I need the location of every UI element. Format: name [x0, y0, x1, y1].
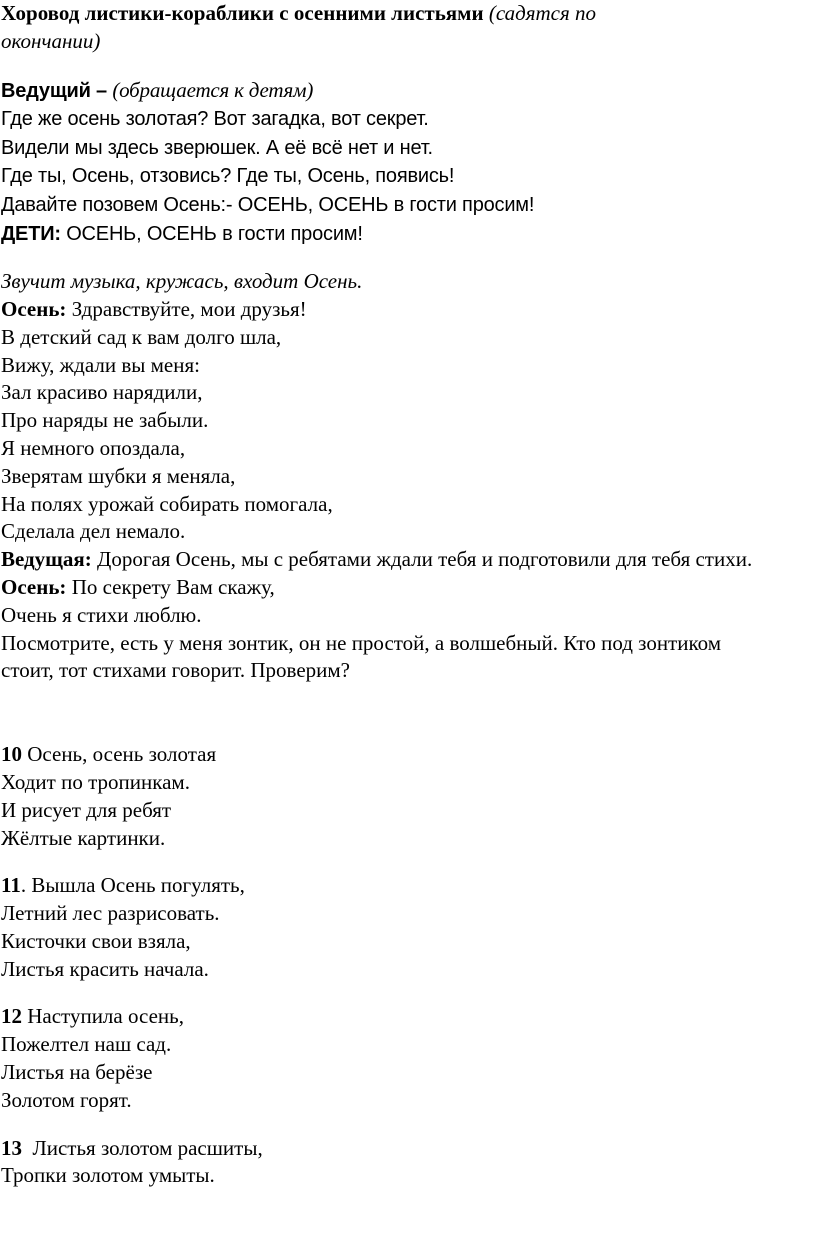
host-line: Где же осень золотая? Вот загадка, вот секрет. — [1, 108, 429, 131]
poem-line: Ходит по тропинкам. — [1, 769, 190, 794]
poem — [1, 741, 816, 852]
umbrella-text: Посмотрите, есть у меня зонтик, он не простой, а волшебный. Кто под зонтиком стоит, тот стихами говорит. Проверим? — [1, 630, 721, 683]
autumn-intro — [1, 296, 816, 324]
host-speech-label: Ведущая: — [1, 547, 92, 572]
autumn-label-2: Осень: — [1, 574, 67, 599]
poem-line-text: Осень, осень золотая — [27, 742, 217, 767]
autumn-line: Зал красиво нарядили, — [1, 380, 203, 405]
scene-2 — [1, 268, 816, 685]
poem-line: Летний лес разрисовать. — [1, 901, 220, 926]
poem-first-line — [1, 872, 816, 900]
poem-line: Жёлтые картинки. — [1, 825, 166, 850]
poem-line: Золотом горят. — [1, 1087, 132, 1112]
stage-direction — [1, 268, 816, 296]
host-line: Видели мы здесь зверюшек. А её всё нет и нет. — [1, 136, 433, 159]
poem-sep — [22, 1136, 33, 1160]
children-label: ДЕТИ: — [1, 222, 61, 245]
heading-title: Хоровод листики-кораблики с осенними листьями — [1, 1, 484, 25]
poem-line: Кисточки свои взяла, — [1, 928, 191, 953]
poem-first-line — [1, 741, 816, 769]
autumn-line: Очень я стихи люблю. — [1, 602, 202, 627]
host-line: Давайте позовем Осень:- ОСЕНЬ, ОСЕНЬ в гости просим! — [1, 193, 535, 216]
autumn-line: Зверятам шубки я меняла, — [1, 463, 236, 488]
autumn-line: Я немного опоздала, — [1, 435, 186, 460]
poem-number: 10 — [1, 742, 22, 767]
autumn-intro-2 — [1, 574, 816, 602]
poem-number: 11 — [1, 873, 21, 898]
host-intro — [1, 76, 816, 106]
poem-line: Пожелтел наш сад. — [1, 1032, 172, 1057]
autumn-text-2: По секрету Вам скажу, — [71, 574, 275, 599]
autumn-line: Вижу, ждали вы меня: — [1, 352, 200, 377]
poem-line-text: Листья золотом расшиты, — [32, 1135, 263, 1160]
poem-number: 12 — [1, 1004, 22, 1029]
poem-line: Листья на берёзе — [1, 1060, 153, 1085]
host-speech-text: Дорогая Осень, мы с ребятами ждали тебя и подготовили для тебя стихи. — [97, 547, 753, 572]
autumn-line: Про наряды не забыли. — [1, 408, 209, 433]
host-line: Где ты, Осень, отзовись? Где ты, Осень, появись! — [1, 165, 455, 188]
poem-line-text: Наступила осень, — [27, 1004, 184, 1029]
poem — [1, 1135, 816, 1191]
host-speech — [1, 546, 811, 574]
poem-line-text: Вышла Осень погулять, — [31, 873, 245, 898]
autumn-label: Осень: — [1, 296, 67, 321]
host-direction: (обращается к детям) — [112, 77, 314, 102]
poem-first-line — [1, 1135, 816, 1163]
children-line — [1, 220, 816, 249]
stage-direction-text: Звучит музыка, кружась, входит Осень. — [1, 269, 363, 294]
autumn-text: Здравствуйте, мои друзья! — [71, 296, 307, 321]
poem-number: 13 — [1, 1135, 22, 1160]
poem-sep: . — [20, 873, 32, 898]
heading-note: (садятся по — [488, 1, 596, 25]
scene-1 — [1, 76, 816, 249]
heading-note-cont: окончании) — [1, 28, 101, 53]
children-text: ОСЕНЬ, ОСЕНЬ в гости просим! — [66, 222, 363, 245]
poem — [1, 872, 816, 983]
poem-line: Тропки золотом умыты. — [1, 1163, 215, 1188]
autumn-line: Сделала дел немало. — [1, 519, 186, 544]
autumn-line: В детский сад к вам долго шла, — [1, 324, 282, 349]
heading — [1, 0, 816, 28]
host-label: Ведущий – — [1, 79, 107, 102]
poem-first-line — [1, 1003, 816, 1031]
poem-line: И рисует для ребят — [1, 797, 172, 822]
autumn-line: На полях урожай собирать помогала, — [1, 491, 333, 516]
poem-line: Листья красить начала. — [1, 956, 209, 981]
poem — [1, 1003, 816, 1114]
